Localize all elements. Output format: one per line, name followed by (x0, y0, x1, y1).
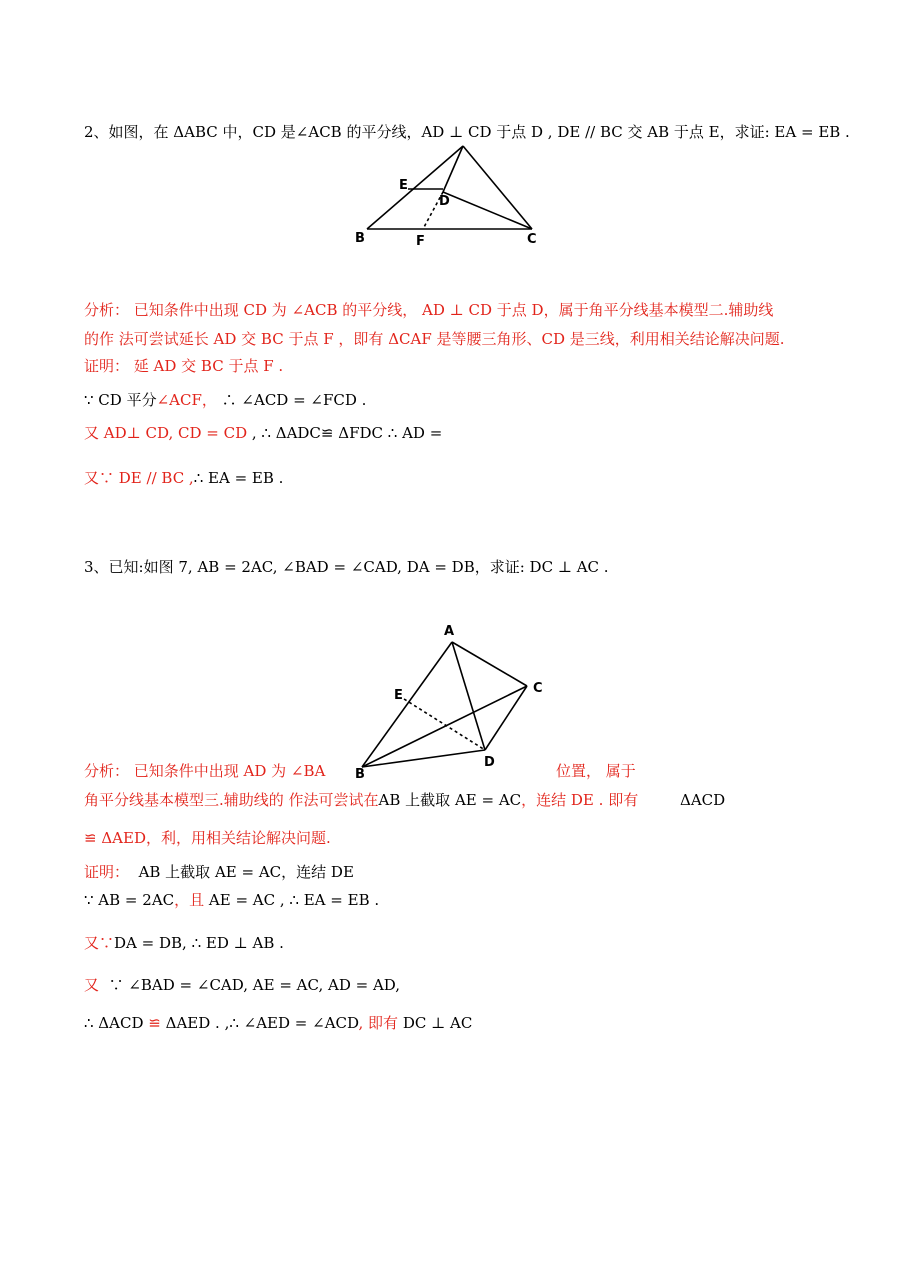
proof-text: ≌ (148, 1014, 161, 1032)
proof-text: DC ⊥ AC (402, 1014, 473, 1032)
problem2-proof-line1: 证明： 延 AD 交 BC 于点 F . (84, 357, 284, 375)
problem2-proof-line2 (84, 390, 366, 410)
proof-text: ∵ ∠BAD = ∠CAD, AE = AC, AD = AD, (108, 976, 401, 994)
triangle-figure-1 (355, 142, 545, 248)
proof-text: ∴ ΔACD (84, 1014, 144, 1032)
problem2-analysis-line1: 分析： 已知条件中出现 CD 为 ∠ACB 的平分线， AD ⊥ CD 于点 D，属于角平分线基本模型二.辅助线 (84, 301, 774, 319)
problem3-proof-line1 (84, 862, 354, 882)
problem3-proof-line5 (84, 1013, 472, 1033)
label-d: D (484, 755, 495, 770)
problem2-proof-line4 (84, 468, 283, 488)
problem3-statement: 3、已知:如图 7, AB = 2AC, ∠BAD = ∠CAD, DA = DB，求证: DC ⊥ AC . (84, 558, 609, 576)
label-d: D (439, 194, 450, 209)
problem3-analysis-line1-left: 分析： 已知条件中出现 AD 为 ∠BA (84, 762, 326, 780)
proof-text: ，且 (174, 891, 205, 909)
analysis-text: 角平分线基本模型三.辅助线的 作法可尝试在 (84, 791, 379, 809)
proof-text: ∴ ∠ACD = ∠FCD . (216, 391, 367, 409)
proof-text: 证明： (84, 863, 130, 881)
segment-dc (443, 192, 532, 229)
quadrilateral-figure-2 (352, 620, 552, 780)
proof-text: , 即有 (358, 1014, 399, 1032)
problem3-proof-line3 (84, 933, 284, 953)
proof-text: AB 上截取 AE = AC，连结 DE (138, 863, 354, 881)
proof-text: 又∵ DE // BC , (84, 469, 194, 487)
label-b: B (355, 231, 365, 246)
label-e: E (399, 178, 408, 193)
label-c: C (533, 681, 543, 696)
proof-text: ΔAED . ,∴ ∠AED = ∠ACD (165, 1014, 359, 1032)
proof-text: DA = DB, ∴ ED ⊥ AB . (114, 934, 284, 952)
segment-ad (443, 146, 463, 192)
segment-ab (362, 642, 452, 767)
label-a: A (444, 624, 455, 639)
problem2-proof-line3 (84, 423, 442, 443)
proof-text: ∴ EA = EB . (193, 469, 284, 487)
problem3-analysis-line1-right: 位置， 属于 (556, 762, 636, 780)
problem2-analysis-line2: 的作 法可尝试延长 AD 交 BC 于点 F ，即有 ΔCAF 是等腰三角形、CD 是三线，利用相关结论解决问题. (84, 330, 785, 348)
analysis-text: AB 上截取 AE = AC (378, 791, 522, 809)
label-c: C (527, 232, 537, 247)
segment-ed-dashed (404, 699, 485, 750)
analysis-text: ，连结 DE . 即有 (521, 791, 639, 809)
label-f: F (416, 234, 425, 249)
proof-text: ∵ AB = 2AC (84, 891, 175, 909)
problem3-analysis-line2 (84, 790, 638, 810)
segment-ab (367, 146, 463, 229)
problem3-analysis-triangle: ΔACD (680, 791, 726, 809)
proof-text: ∠ACF， (156, 391, 217, 409)
problem2-statement: 2、如图，在 ΔABC 中，CD 是∠ACB 的平分线，AD ⊥ CD 于点 D , DE // BC 交 AB 于点 E，求证: EA = EB . (84, 123, 850, 141)
problem3-proof-line2 (84, 890, 379, 910)
proof-text: 又∵ (84, 934, 115, 952)
label-e: E (394, 688, 403, 703)
proof-text: 又 AD⊥ CD, CD = CD (84, 424, 248, 442)
label-b: B (355, 767, 365, 782)
proof-text: , ∴ ΔADC≌ ΔFDC ∴ AD = (247, 424, 443, 442)
segment-ac (463, 146, 532, 229)
proof-text: ∵ CD 平分 (84, 391, 157, 409)
problem3-proof-line4 (84, 975, 400, 995)
proof-text: 又 (84, 976, 100, 994)
proof-text: AE = AC , ∴ EA = EB . (208, 891, 380, 909)
problem3-analysis-line3: ≌ ΔAED，利，用相关结论解决问题. (84, 829, 331, 847)
